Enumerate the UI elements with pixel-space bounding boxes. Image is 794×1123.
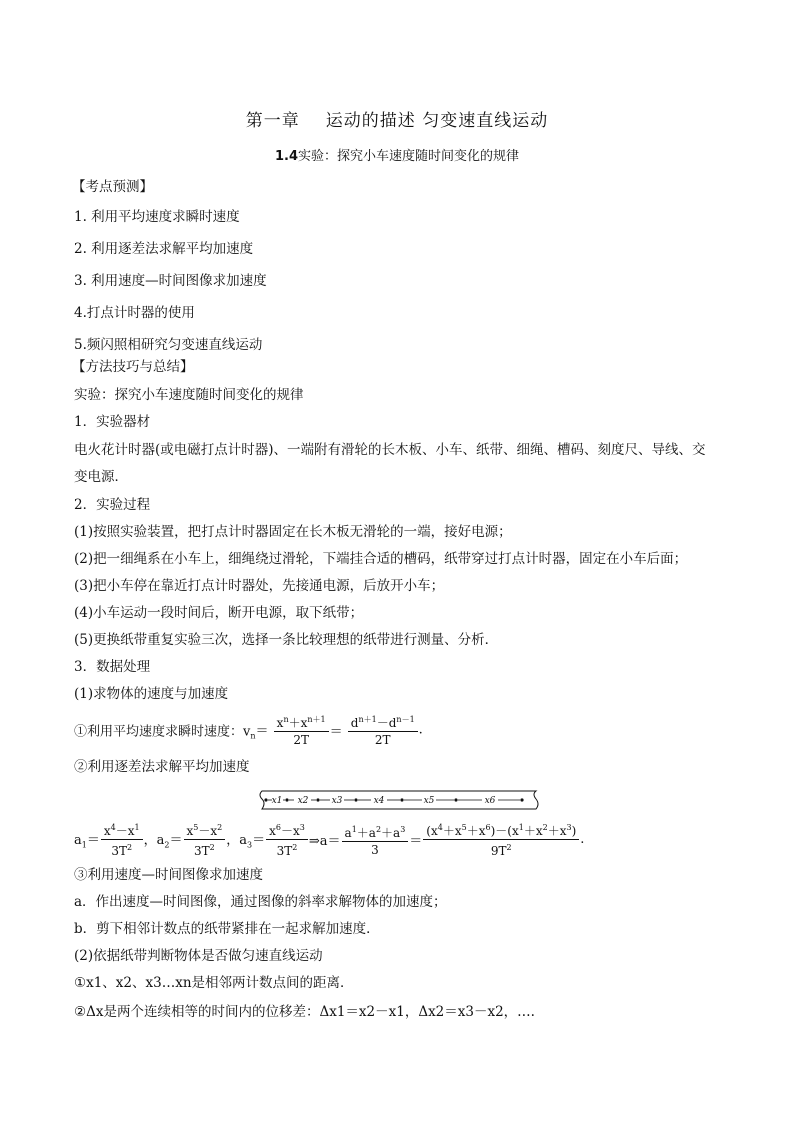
tape-label-x4: x4 [373, 796, 385, 806]
successive-difference-formula: $a_1=$ $\frac{x^4-x^1}{3T^2}$ ，$a_2=$ $\frac{x^5-x^2}{3T^2}$ ，$a_3=$ $\frac{x^6-x^3}{3T^2}$ ⇒a＝ $\frac{a^1+a^2+a^3}{3}$ ＝ $\frac{(x^4+x^5+x^6)-(x^1+x^2+x^3)}{9T^2}$ . [74, 820, 584, 859]
equipment-line-2: 变电源． [74, 469, 128, 485]
section-number: 1.4 [274, 149, 298, 164]
experiment-title: 实验：探究小车速度随时间变化的规律 [74, 387, 304, 403]
tape-label-x3: x3 [331, 796, 343, 806]
forecast-heading: 【考点预测】 [72, 179, 153, 195]
method-3-label: ③利用速度—时间图像求加速度 [74, 867, 263, 883]
method-2-label: ②利用逐差法求解平均加速度 [74, 759, 250, 775]
forecast-item-4: 4.打点计时器的使用 [74, 305, 195, 321]
subsection-2-title: (2)依据纸带判断物体是否做匀速直线运动 [74, 948, 323, 964]
tape-label-x5: x5 [423, 796, 435, 806]
tape-label-x6: x6 [484, 796, 496, 806]
tape-dot-0 [264, 798, 267, 801]
forecast-item-1: 1. 利用平均速度求瞬时速度 [74, 209, 240, 225]
section-title [0, 145, 794, 164]
tape-label-x1: x1 [271, 796, 283, 806]
section-3-title: 3．数据处理 [74, 659, 151, 675]
step-5: (5)更换纸带重复实验三次，选择一条比较理想的纸带进行测量、分析． [74, 632, 499, 648]
step-2: (2)把一细绳系在小车上，细绳绕过滑轮，下端挂合适的槽码，纸带穿过打点计时器，固定在小车后面； [74, 551, 688, 567]
method-3-a: a．作出速度—时间图像，通过图像的斜率求解物体的加速度； [74, 894, 447, 910]
tape-dot-6 [520, 798, 523, 801]
chapter-name: 运动的描述 匀变速直线运动 [325, 111, 549, 131]
judge-line-1: ①x1、x2、x3…xn是相邻两计数点间的距离． [74, 975, 354, 991]
tape-dot-3 [354, 798, 357, 801]
step-3: (3)把小车停在靠近打点计时器处，先接通电源，后放开小车； [74, 578, 445, 594]
formula-1-label: ①利用平均速度求瞬时速度：v [74, 724, 251, 740]
tape-label-x2: x2 [297, 796, 309, 806]
chapter-number: 第一章 [245, 111, 300, 131]
paper-tape-diagram [256, 787, 542, 813]
step-4: (4)小车运动一段时间后，断开电源，取下纸带； [74, 605, 364, 621]
step-1: (1)按照实验装置，把打点计时器固定在长木板无滑轮的一端，接好电源； [74, 524, 512, 540]
tape-dot-1 [285, 798, 288, 801]
tape-dot-2 [316, 798, 319, 801]
section-name: 实验：探究小车速度随时间变化的规律 [298, 149, 520, 164]
equipment-line-1: 电火花计时器(或电磁打点计时器)、一端附有滑轮的长木板、小车、纸带、细绳、槽码、刻度尺、导线、交 [74, 442, 706, 458]
tape-dot-4 [400, 798, 403, 801]
section-1-title: 1．实验器材 [74, 414, 151, 430]
method-3-b: b．剪下相邻计数点的纸带紧排在一起求解加速度． [74, 921, 380, 937]
subsection-1-title: (1)求物体的速度与加速度 [74, 686, 229, 702]
chapter-title [0, 106, 794, 131]
forecast-item-5: 5.频闪照相研究匀变速直线运动 [74, 337, 263, 353]
instantaneous-velocity-formula: ①利用平均速度求瞬时速度：$v_n=$ $\frac{x^n+x^{n+1}}{2T}$ ＝ $\frac{d^{n+1}-d^{n-1}}{2T}$ . [74, 712, 423, 748]
tape-dot-5 [454, 798, 457, 801]
forecast-item-3: 3. 利用速度—时间图像求加速度 [74, 273, 267, 289]
judge-line-2: ②Δx是两个连续相等的时间内的位移差：Δx1＝x2－x1，Δx2＝x3－x2，…. [74, 1004, 535, 1020]
section-2-title: 2．实验过程 [74, 497, 151, 513]
methods-heading: 【方法技巧与总结】 [72, 359, 194, 375]
forecast-item-2: 2. 利用逐差法求解平均加速度 [74, 241, 254, 257]
